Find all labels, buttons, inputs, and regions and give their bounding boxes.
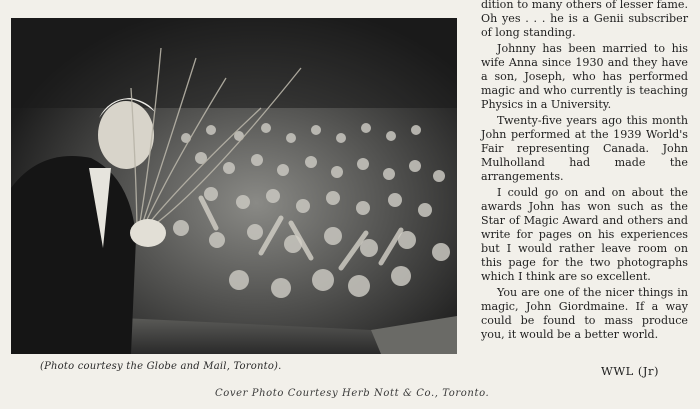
article-paragraph-3: Twenty-five years ago this month John performed at the 1939 World's Fair representing Canada. John Mulholland had made the arrangements. — [481, 114, 688, 183]
author-signature: WWL (Jr) — [601, 364, 660, 378]
article-paragraph-5: You are one of the nicer things in magic, John Giordmaine. If a way could be found to mass produce you, it would be a better world. — [481, 286, 688, 341]
photograph-magician-with-children — [11, 18, 457, 354]
photo-caption: (Photo courtesy the Globe and Mail, Toronto). — [40, 361, 282, 372]
article-paragraph-1: dition to many others of lesser fame. Oh yes . . . he is a Genii subscriber of long standing. — [481, 0, 688, 39]
article-paragraph-4: I could go on and on about the awards John has won such as the Star of Magic Award and others and write for pages on his experiences but I would rather leave room on this page for the two photographs which I think are so excellent. — [481, 186, 688, 283]
article-column — [481, 0, 688, 344]
photo-illustration — [11, 18, 457, 354]
cover-photo-credit: Cover Photo Courtesy Herb Nott & Co., Toronto. — [215, 388, 490, 399]
article-paragraph-2: Johnny has been married to his wife Anna since 1930 and they have a son, Joseph, who has performed magic and who currently is teaching Physics in a University. — [481, 42, 688, 111]
